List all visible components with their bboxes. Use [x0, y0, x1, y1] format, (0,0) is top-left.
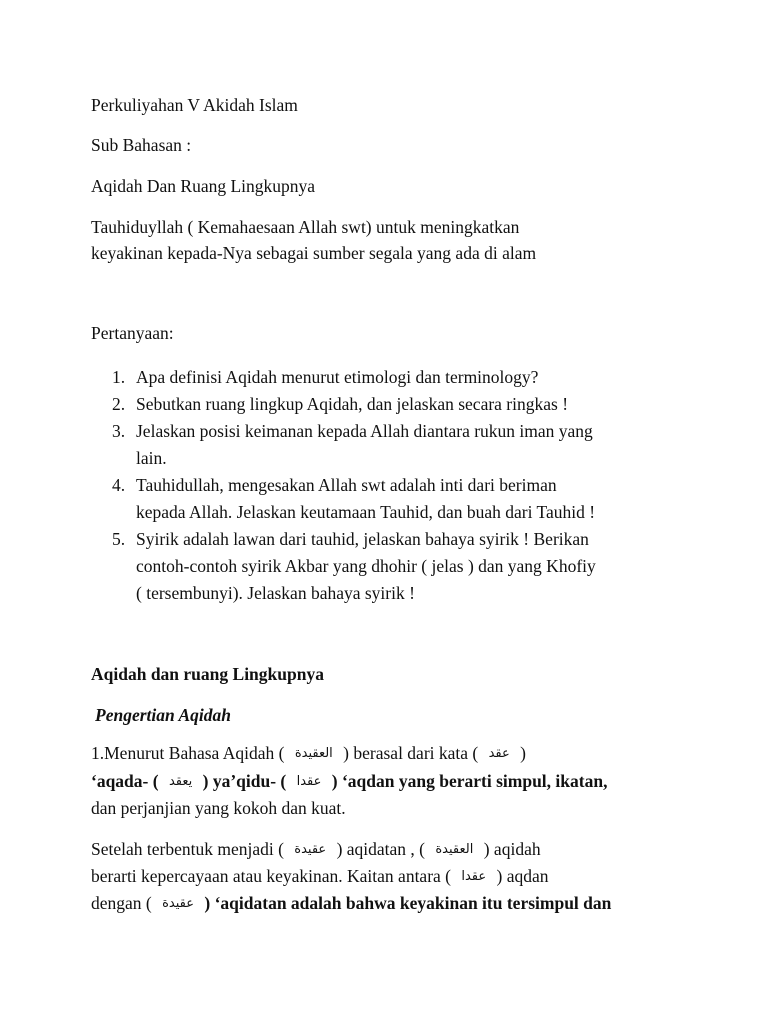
- question-item: [91, 364, 691, 391]
- text-run: Setelah terbentuk menjadi (: [91, 839, 284, 859]
- text-run: berarti kepercayaan atau keyakinan. Kaitan antara (: [91, 866, 451, 886]
- question-text: Jelaskan posisi keimanan kepada Allah diantara rukun iman yang: [136, 421, 593, 441]
- course-title: Perkuliyahan V Akidah Islam: [91, 95, 298, 115]
- text-run: ) aqidah: [483, 839, 541, 859]
- question-text: kepada Allah. Jelaskan keutamaan Tauhid, dan buah dari Tauhid !: [136, 502, 596, 522]
- arabic-word: العقيدة: [435, 842, 474, 857]
- paragraph-line: dan perjanjian yang kokoh dan kuat.: [91, 798, 346, 818]
- arabic-word: عقيدة: [294, 842, 327, 857]
- text-run: ) aqdan: [496, 866, 549, 886]
- question-item: [91, 418, 691, 472]
- topic-title: Aqidah Dan Ruang Lingkupnya: [91, 176, 316, 196]
- tauhid-line-1: Tauhiduyllah ( Kemahaesaan Allah swt) untuk meningkatkan: [91, 217, 520, 237]
- question-number: 2.: [112, 394, 126, 414]
- arabic-word: عقدا: [461, 869, 487, 884]
- question-number: 4.: [112, 475, 126, 495]
- question-text: contoh-contoh syirik Akbar yang dhohir ( jelas ) dan yang Khofiy: [136, 556, 596, 576]
- paragraph-line: [91, 865, 549, 888]
- paragraph-line: [91, 742, 526, 765]
- question-text: Tauhidullah, mengesakan Allah swt adalah inti dari beriman: [136, 475, 557, 495]
- question-text: lain.: [136, 448, 167, 468]
- section-heading: Aqidah dan ruang Lingkupnya: [91, 664, 324, 684]
- arabic-word: عقد: [488, 746, 510, 761]
- arabic-word: عقدا: [296, 774, 322, 789]
- text-run: ) ya’qidu- (: [202, 771, 287, 791]
- question-item: [91, 526, 691, 607]
- question-number: 3.: [112, 421, 126, 441]
- question-number: 1.: [112, 367, 126, 387]
- text-run: ) ‘aqdan yang berarti simpul, ikatan,: [331, 771, 608, 791]
- text-run: ) berasal dari kata (: [343, 743, 479, 763]
- text-run: ): [520, 743, 526, 763]
- paragraph-line: [91, 892, 611, 915]
- question-number: 5.: [112, 529, 126, 549]
- question-item: [91, 391, 691, 418]
- question-text: ( tersembunyi). Jelaskan bahaya syirik !: [136, 583, 415, 603]
- text-run: ‘aqada- (: [91, 771, 159, 791]
- text-run: ) aqidatan , (: [336, 839, 425, 859]
- question-list: [91, 364, 691, 607]
- section-subheading: Pengertian Aqidah: [95, 705, 231, 725]
- text-run: ) ‘aqidatan adalah bahwa keyakinan itu tersimpul dan: [204, 893, 612, 913]
- question-text: Apa definisi Aqidah menurut etimologi dan terminology?: [136, 367, 539, 387]
- sub-topic-label: Sub Bahasan :: [91, 135, 192, 155]
- arabic-word: عقيدة: [162, 896, 195, 911]
- questions-heading: Pertanyaan:: [91, 323, 174, 343]
- paragraph-line: [91, 838, 541, 861]
- text-run: 1.Menurut Bahasa Aqidah (: [91, 743, 285, 763]
- question-text: Sebutkan ruang lingkup Aqidah, dan jelaskan secara ringkas !: [136, 394, 569, 414]
- arabic-word: يعقد: [168, 774, 193, 789]
- arabic-word: العقيدة: [294, 746, 333, 761]
- paragraph-line: [91, 770, 607, 793]
- tauhid-line-2: keyakinan kepada-Nya sebagai sumber segala yang ada di alam: [91, 243, 537, 263]
- question-text: Syirik adalah lawan dari tauhid, jelaskan bahaya syirik ! Berikan: [136, 529, 589, 549]
- text-run: dengan (: [91, 893, 152, 913]
- question-item: [91, 472, 691, 526]
